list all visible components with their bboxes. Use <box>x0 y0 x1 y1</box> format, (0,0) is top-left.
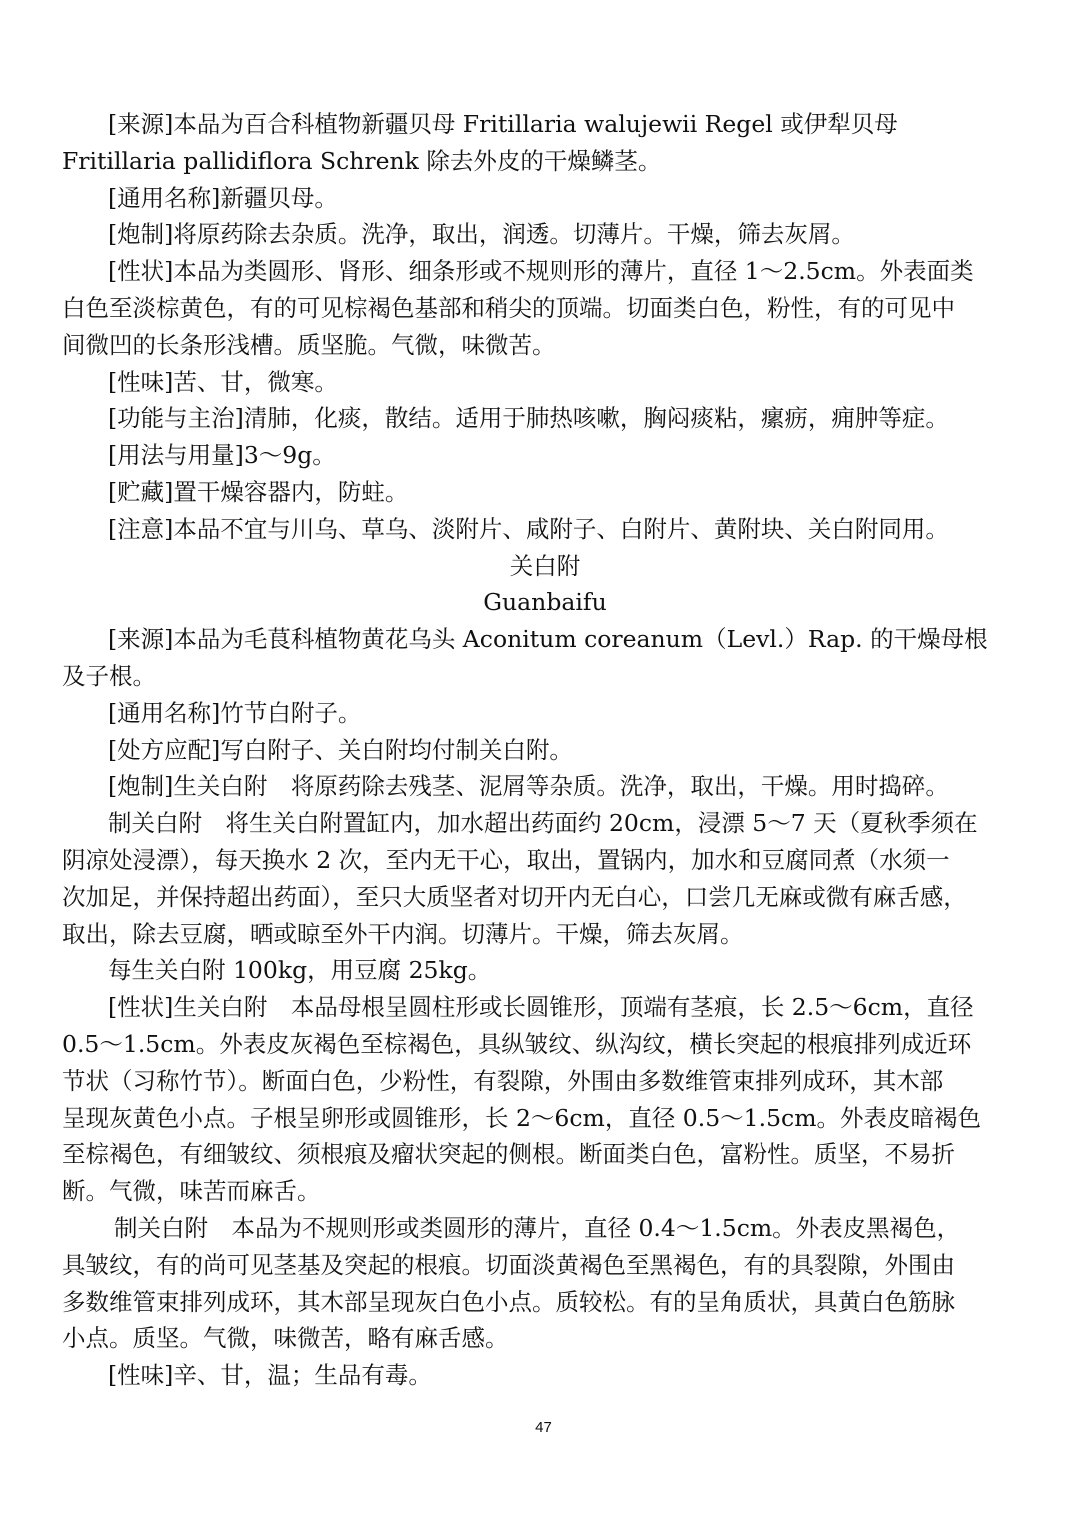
paragraph-line: 阴凉处浸漂），每天换水 2 次，至内无干心，取出，置锅内，加水和豆腐同煮（水须一 <box>62 845 950 874</box>
paragraph-line: 每生关白附 100kg，用豆腐 25kg。 <box>108 956 492 985</box>
paragraph-line: [处方应配]写白附子、关白附均付制关白附。 <box>108 735 573 764</box>
paragraph-line: 0.5～1.5cm。外表皮灰褐色至棕褐色，具纵皱纹、纵沟纹，横长突起的根痕排列成近环 <box>62 1029 972 1058</box>
paragraph-line: 至棕褐色，有细皱纹、须根痕及瘤状突起的侧根。断面类白色，富粉性。质坚，不易折 <box>62 1140 955 1169</box>
paragraph-line: 断。气微，味苦而麻舌。 <box>62 1177 321 1206</box>
paragraph-line: 节状（习称竹节）。断面白色，少粉性，有裂隙，外围由多数维管束排列成环，其木部 <box>62 1066 944 1095</box>
paragraph-line: 制关白附 将生关白附置缸内，加水超出药面约 20cm，浸漂 5～7 天（夏秋季须在 <box>108 809 978 838</box>
paragraph-line: [贮藏]置干燥容器内，防蛀。 <box>108 477 409 506</box>
paragraph-line: 取出，除去豆腐，晒或晾至外干内润。切薄片。干燥，筛去灰屑。 <box>62 919 744 948</box>
page-number: 47 <box>535 1419 552 1436</box>
document-body <box>62 106 1028 1394</box>
paragraph-line: [性状]本品为类圆形、肾形、细条形或不规则形的薄片，直径 1～2.5cm。外表面类 <box>108 257 974 286</box>
entry-pinyin: Guanbaifu <box>483 588 607 617</box>
paragraph-line: [通用名称]竹节白附子。 <box>108 698 362 727</box>
paragraph-line: [炮制]生关白附 将原药除去残茎、泥屑等杂质。洗净，取出，干燥。用时捣碎。 <box>108 772 949 801</box>
paragraph-line: [通用名称]新疆贝母。 <box>108 183 338 212</box>
paragraph-line: Fritillaria pallidiflora Schrenk 除去外皮的干燥鳞茎。 <box>62 146 662 175</box>
paragraph-line: [用法与用量]3～9g。 <box>108 441 336 470</box>
paragraph-line: [注意]本品不宜与川乌、草乌、淡附片、咸附子、白附片、黄附块、关白附同用。 <box>108 514 949 543</box>
paragraph-line: [炮制]将原药除去杂质。洗净，取出，润透。切薄片。干燥，筛去灰屑。 <box>108 220 855 249</box>
paragraph-line: 制关白附 本品为不规则形或类圆形的薄片，直径 0.4～1.5cm。外表皮黑褐色， <box>114 1213 961 1242</box>
paragraph-line: 小点。质坚。气微，味微苦，略有麻舌感。 <box>62 1324 509 1353</box>
paragraph-line: 间微凹的长条形浅槽。质坚脆。气微，味微苦。 <box>62 330 556 359</box>
paragraph-line: 白色至淡棕黄色，有的可见棕褐色基部和稍尖的顶端。切面类白色，粉性，有的可见中 <box>62 293 955 322</box>
paragraph-line: [来源]本品为毛茛科植物黄花乌头 Aconitum coreanum（Levl.）Rap. 的干燥母根 <box>108 625 988 654</box>
paragraph-line: 多数维管束排列成环，其木部呈现灰白色小点。质较松。有的呈角质状，具黄白色筋脉 <box>62 1287 955 1316</box>
entry-title: 关白附 <box>509 551 581 580</box>
paragraph-line: 及子根。 <box>62 661 156 690</box>
paragraph-line: [性状]生关白附 本品母根呈圆柱形或长圆锥形，顶端有茎痕，长 2.5～6cm，直径 <box>108 993 974 1022</box>
paragraph-line: [功能与主治]清肺，化痰，散结。适用于肺热咳嗽，胸闷痰粘，瘰疬，痈肿等症。 <box>108 404 949 433</box>
paragraph-line: [性味]苦、甘，微寒。 <box>108 367 338 396</box>
paragraph-line: [性味]辛、甘，温；生品有毒。 <box>108 1361 432 1390</box>
paragraph-line: [来源]本品为百合科植物新疆贝母 Fritillaria walujewii Regel 或伊犁贝母 <box>108 110 898 138</box>
paragraph-line: 呈现灰黄色小点。子根呈卵形或圆锥形，长 2～6cm，直径 0.5～1.5cm。外表皮暗褐色 <box>62 1103 981 1132</box>
paragraph-line: 具皱纹，有的尚可见茎基及突起的根痕。切面淡黄褐色至黑褐色，有的具裂隙，外围由 <box>62 1250 955 1279</box>
paragraph-line: 次加足，并保持超出药面），至只大质坚者对切开内无白心，口尝几无麻或微有麻舌感， <box>62 882 967 911</box>
